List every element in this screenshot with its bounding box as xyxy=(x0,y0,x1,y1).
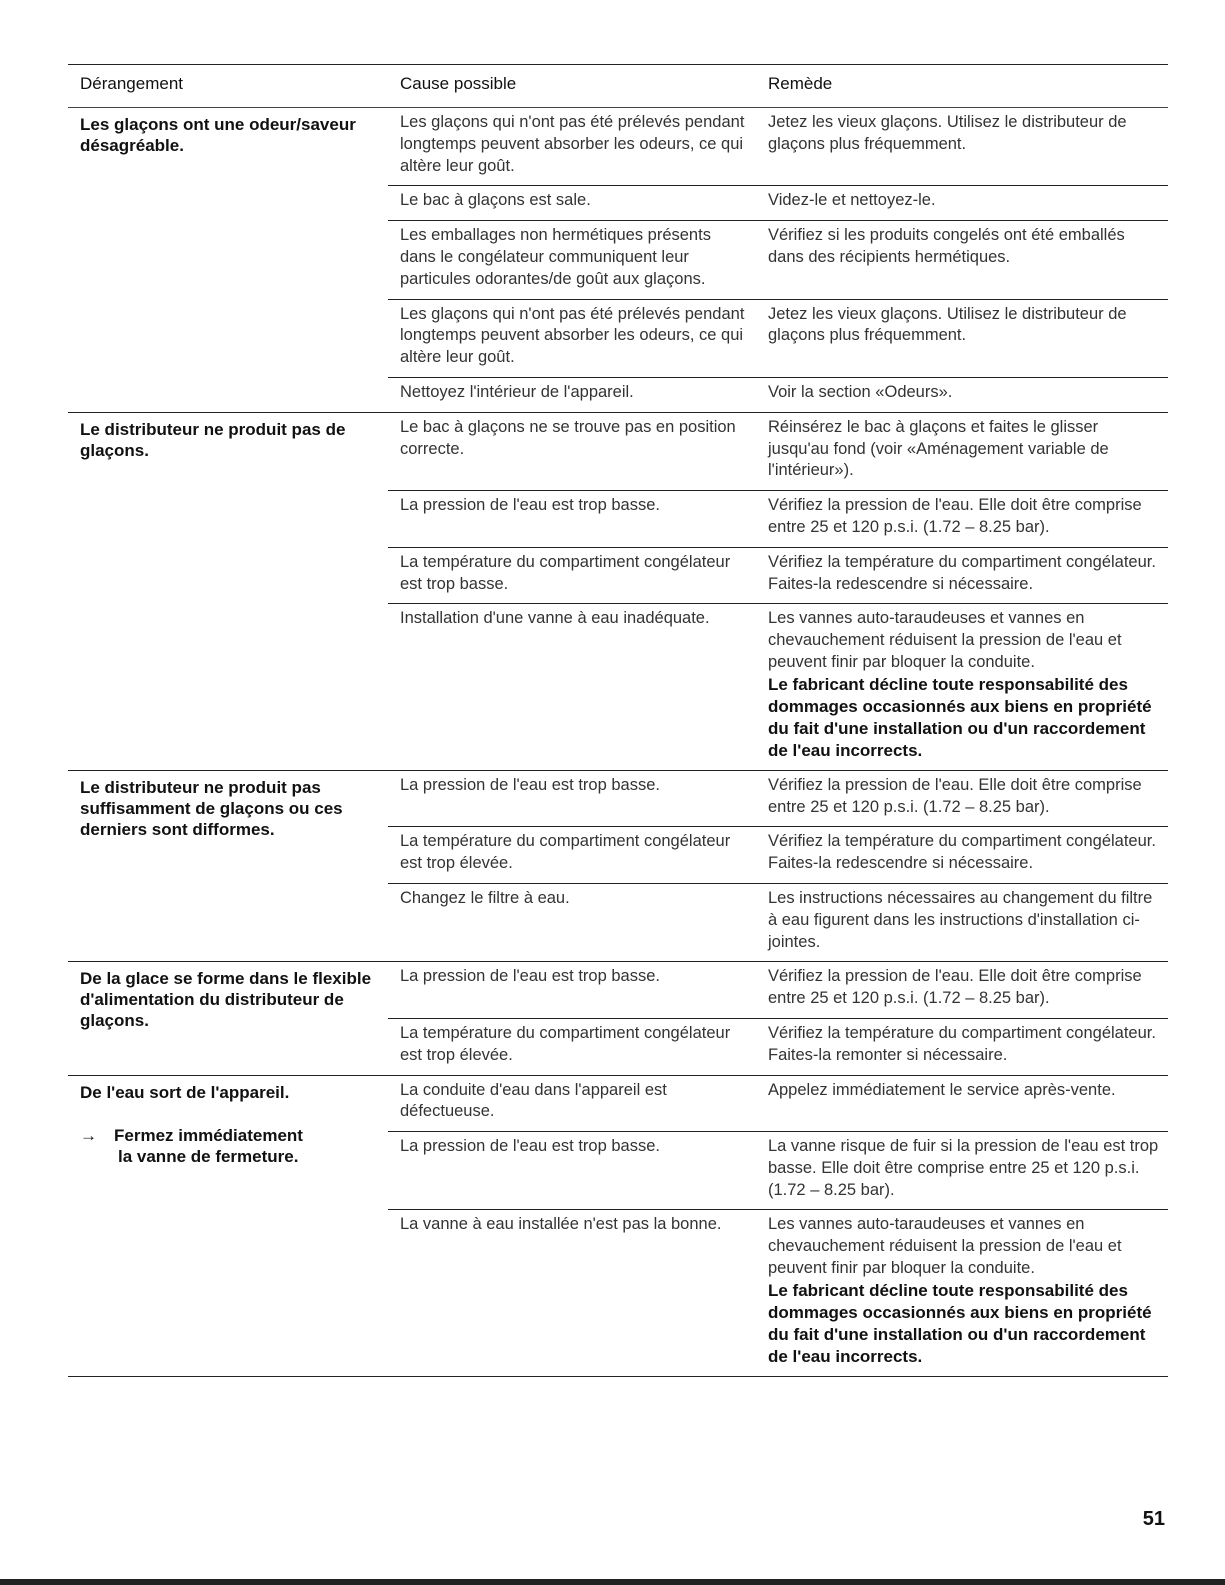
cause-cell: Changez le filtre à eau. xyxy=(388,883,756,961)
arrow-right-icon: → xyxy=(80,1125,97,1145)
problem-cell: De la glace se forme dans le flexible d'alimentation du distributeur de glaçons. xyxy=(68,962,388,1075)
cause-cell: La conduite d'eau dans l'appareil est défectueuse. xyxy=(388,1075,756,1132)
remedy-cell: Voir la section «Odeurs». xyxy=(756,377,1168,412)
problem-cell: Les glaçons ont une odeur/saveur désagréable. xyxy=(68,108,388,413)
remedy-cell: Vérifiez la pression de l'eau. Elle doit être comprise entre 25 et 120 p.s.i. (1.72 – 8.25 bar). xyxy=(756,770,1168,827)
table-row xyxy=(68,1075,1168,1132)
problem-cell xyxy=(68,1075,388,1376)
remedy-cell: Les instructions nécessaires au changement du filtre à eau figurent dans les instructions d'installation ci-jointes. xyxy=(756,883,1168,961)
instruction-block xyxy=(80,1125,380,1167)
table-header-row xyxy=(68,65,1168,108)
troubleshooting-table xyxy=(68,64,1168,1377)
cause-cell: Installation d'une vanne à eau inadéquate. xyxy=(388,604,756,770)
remedy-cell: Vérifiez si les produits congelés ont été emballés dans des récipients hermétiques. xyxy=(756,221,1168,299)
cause-cell: Le bac à glaçons est sale. xyxy=(388,186,756,221)
instruction-line-2: la vanne de fermeture. xyxy=(118,1146,299,1166)
remedy-cell xyxy=(756,1210,1168,1376)
cause-cell: La température du compartiment congélateur est trop élevée. xyxy=(388,1018,756,1075)
cause-cell: Les emballages non hermétiques présents dans le congélateur communiquent leur particules odorantes/de goût aux glaçons. xyxy=(388,221,756,299)
remedy-text: Les vannes auto-taraudeuses et vannes en chevauchement réduisent la pression de l'eau et peuvent finir par bloquer la conduite. xyxy=(768,1215,1122,1278)
remedy-cell: La vanne risque de fuir si la pression de l'eau est trop basse. Elle doit être comprise entre 25 et 120 p.s.i. (1.72 – 8.25 bar). xyxy=(756,1132,1168,1210)
header-cause: Cause possible xyxy=(388,65,756,108)
remedy-cell: Vérifiez la température du compartiment congélateur. Faites-la redescendre si nécessaire. xyxy=(756,827,1168,884)
problem-cell: Le distributeur ne produit pas de glaçons. xyxy=(68,412,388,770)
table-row xyxy=(68,412,1168,490)
remedy-text: Les vannes auto-taraudeuses et vannes en chevauchement réduisent la pression de l'eau et peuvent finir par bloquer la conduite. xyxy=(768,609,1122,671)
remedy-cell: Jetez les vieux glaçons. Utilisez le distributeur de glaçons plus fréquemment. xyxy=(756,299,1168,377)
problem-cell: Le distributeur ne produit pas suffisamment de glaçons ou ces derniers sont difformes. xyxy=(68,770,388,962)
instruction-line-1: Fermez immédiatement xyxy=(114,1125,303,1145)
cause-cell: Nettoyez l'intérieur de l'appareil. xyxy=(388,377,756,412)
remedy-cell: Vérifiez la température du compartiment congélateur. Faites-la remonter si nécessaire. xyxy=(756,1018,1168,1075)
header-remede: Remède xyxy=(756,65,1168,108)
remedy-cell: Jetez les vieux glaçons. Utilisez le distributeur de glaçons plus fréquemment. xyxy=(756,108,1168,186)
cause-cell: Les glaçons qui n'ont pas été prélevés pendant longtemps peuvent absorber les odeurs, ce qui altère leur goût. xyxy=(388,299,756,377)
cause-cell: La vanne à eau installée n'est pas la bonne. xyxy=(388,1210,756,1376)
remedy-cell: Videz-le et nettoyez-le. xyxy=(756,186,1168,221)
table-row xyxy=(68,962,1168,1019)
header-derangement: Dérangement xyxy=(68,65,388,108)
remedy-cell xyxy=(756,604,1168,770)
cause-cell: La température du compartiment congélateur est trop basse. xyxy=(388,547,756,604)
cause-cell: La pression de l'eau est trop basse. xyxy=(388,770,756,827)
bottom-border xyxy=(0,1579,1225,1585)
cause-cell: Les glaçons qui n'ont pas été prélevés pendant longtemps peuvent absorber les odeurs, ce qui altère leur goût. xyxy=(388,108,756,186)
remedy-cell: Appelez immédiatement le service après-vente. xyxy=(756,1075,1168,1132)
problem-text: De l'eau sort de l'appareil. xyxy=(80,1082,290,1102)
table-row xyxy=(68,108,1168,186)
remedy-cell: Vérifiez la pression de l'eau. Elle doit être comprise entre 25 et 120 p.s.i. (1.72 – 8.25 bar). xyxy=(756,491,1168,548)
remedy-cell: Vérifiez la température du compartiment congélateur. Faites-la redescendre si nécessaire. xyxy=(756,547,1168,604)
page-number: 51 xyxy=(1142,1508,1165,1530)
cause-cell: Le bac à glaçons ne se trouve pas en position correcte. xyxy=(388,412,756,490)
liability-warning: Le fabricant décline toute responsabilité des dommages occasionnés aux biens en propriété du fait d'une installation ou d'un raccordement de l'eau incorrects. xyxy=(768,674,1152,760)
remedy-cell: Vérifiez la pression de l'eau. Elle doit être comprise entre 25 et 120 p.s.i. (1.72 – 8.25 bar). xyxy=(756,962,1168,1019)
troubleshooting-page xyxy=(68,64,1168,1377)
cause-cell: La pression de l'eau est trop basse. xyxy=(388,962,756,1019)
cause-cell: La température du compartiment congélateur est trop élevée. xyxy=(388,827,756,884)
cause-cell: La pression de l'eau est trop basse. xyxy=(388,1132,756,1210)
table-row xyxy=(68,770,1168,827)
remedy-cell: Réinsérez le bac à glaçons et faites le glisser jusqu'au fond (voir «Aménagement variable de l'intérieur»). xyxy=(756,412,1168,490)
cause-cell: La pression de l'eau est trop basse. xyxy=(388,491,756,548)
liability-warning: Le fabricant décline toute responsabilité des dommages occasionnés aux biens en propriété du fait d'une installation ou d'un raccordement de l'eau incorrects. xyxy=(768,1280,1152,1366)
